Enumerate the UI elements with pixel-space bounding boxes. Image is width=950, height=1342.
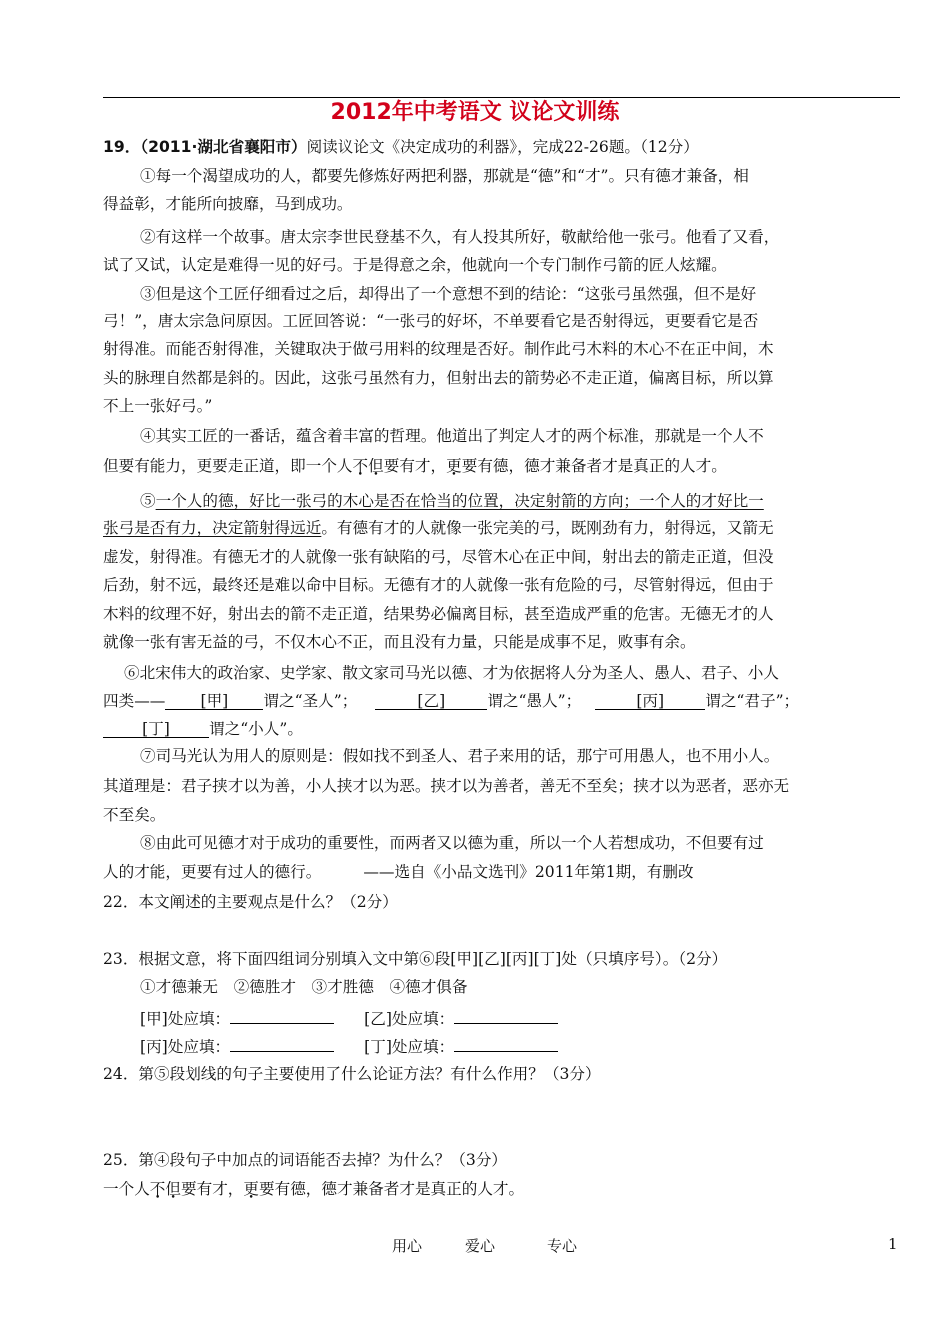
paragraph-3-line-3: 射得准。而能否射得准，关键取决于做弓用料的纹理是否好。制作此弓木料的木心不在正中间，木 (103, 340, 774, 358)
paragraph-7-line-1: ⑦司马光认为用人的原则是：假如找不到圣人、君子来用的话，那宁可用愚人，也不用小人。 (140, 747, 780, 765)
answer-blank-ding[interactable] (454, 1035, 558, 1052)
fill-label-jia: [甲]处应填： (140, 1010, 231, 1028)
text-segment: 谓之“愚人”； (487, 692, 582, 710)
emphasis-dot-word: 但 (368, 457, 384, 475)
question-23-fill-row-2 (140, 1035, 940, 1057)
text-segment: 要有德，德才兼备者才是真正的人才。 (461, 457, 727, 475)
text-segment: 谓之“小人”。 (209, 720, 303, 738)
text-segment: 人的才能，更要有过人的德行。 (103, 863, 322, 881)
paragraph-6-line-1: ⑥北宋伟大的政治家、史学家、散文家司马光以德、才为依据将人分为圣人、愚人、君子、小人 (124, 664, 779, 682)
paragraph-5-line-1 (140, 491, 940, 511)
answer-blank-yi[interactable] (454, 1007, 558, 1024)
emphasis-dot-word: 不 (352, 457, 369, 475)
paragraph-7-line-2: 其道理是：君子挟才以为善，小人挟才以为恶。挟才以为善者，善无不至矣；挟才以为恶者，恶亦无 (103, 777, 790, 795)
blank-yi: [乙] (375, 691, 487, 710)
paragraph-6-line-3 (103, 719, 903, 739)
emphasis-dot-word: 更 (446, 457, 462, 475)
paragraph-7-line-3: 不至矣。 (103, 806, 166, 824)
page-title: 2012年中考语文 议论文训练 (330, 100, 620, 125)
paragraph-5-line-3: 虚发，射得准。有德无才的人就像一张有缺陷的弓，尽管木心在正中间，射出去的箭走正道，但没 (103, 548, 774, 566)
paragraph-number: ⑤ (140, 492, 156, 510)
text-segment: 四类—— (103, 692, 166, 710)
footer-slogan-3: 专心 (547, 1237, 578, 1255)
paragraph-6-line-2 (103, 691, 903, 711)
emphasis-dot-word: 不 (149, 1180, 166, 1198)
footer-slogan-1: 用心 (392, 1237, 423, 1255)
paragraph-5-line-4: 后劲，射不远，最终还是难以命中目标。无德有才的人就像一张有危险的弓，尽管射得远，但由于 (103, 576, 774, 594)
question-source: （2011·湖北省襄阳市） (140, 138, 307, 156)
paragraph-2-line-2: 试了又试，认定是难得一见的好弓。于是得意之余，他就向一个专门制作弓箭的匠人炫耀。 (103, 256, 727, 274)
text-segment: 一个人 (103, 1180, 150, 1198)
text-segment: 要有德，德才兼备者才是真正的人才。 (259, 1180, 525, 1198)
paragraph-3-line-1: ③但是这个工匠仔细看过之后，却得出了一个意想不到的结论：“这张弓虽然强，但不是好 (140, 285, 757, 303)
question-23-fill-row-1 (140, 1007, 940, 1029)
question-prompt: 阅读议论文《决定成功的利器》，完成22-26题。（12分） (306, 138, 699, 156)
text-segment: 要有才， (181, 1180, 244, 1198)
question-number: 19． (103, 138, 141, 156)
question-19-header (103, 137, 903, 157)
header-rule (103, 97, 900, 98)
paragraph-3-line-4: 头的脉理自然都是斜的。因此，这张弓虽然有力，但射出去的箭势必不走正道，偏离目标，所以算 (103, 369, 774, 387)
blank-ding: [丁] (103, 719, 209, 738)
paragraph-8-line-2 (103, 862, 903, 882)
emphasis-dot-word: 更 (243, 1180, 260, 1198)
answer-blank-bing[interactable] (230, 1035, 334, 1052)
fill-label-yi: [乙]处应填： (364, 1010, 455, 1028)
question-23: 23．根据文意，将下面四组词分别填入文中第⑥段[甲][乙][丙][丁]处（只填序号）。（2分） (103, 950, 728, 968)
fill-label-bing: [丙]处应填： (140, 1038, 231, 1056)
underlined-sentence: 一个人的德，好比一张弓的木心是否在恰当的位置，决定射箭的方向；一个人的才好比一 (155, 492, 764, 510)
text-segment: 谓之“圣人”； (263, 692, 358, 710)
paragraph-5-line-2 (103, 518, 903, 538)
paragraph-5-line-6: 就像一张有害无益的弓，不仅木心不正，而且没有力量，只能是成事不足，败事有余。 (103, 633, 696, 651)
text-segment: 要有才， (383, 457, 447, 475)
question-22: 22．本文阐述的主要观点是什么？（2分） (103, 893, 398, 911)
text-segment: 谓之“君子”； (705, 692, 800, 710)
paragraph-2-line-1: ②有这样一个故事。唐太宗李世民登基不久，有人投其所好，敬献给他一张弓。他看了又看， (140, 228, 780, 246)
paragraph-3-line-5: 不上一张好弓。” (103, 397, 213, 415)
article-source: ——选自《小品文选刊》2011年第1期，有删改 (363, 863, 694, 881)
question-25-quote (103, 1179, 903, 1199)
paragraph-3-line-2: 弓！”，唐太宗急问原因。工匠回答说：“一张弓的好坏，不单要看它是否射得远，更要看它是否 (103, 312, 759, 330)
question-25: 25．第④段句子中加点的词语能否去掉？为什么？（3分） (103, 1151, 508, 1169)
paragraph-8-line-1: ⑧由此可见德才对于成功的重要性，而两者又以德为重，所以一个人若想成功，不但要有过 (140, 834, 764, 852)
paragraph-4-line-2 (103, 456, 903, 476)
question-24: 24．第⑤段划线的句子主要使用了什么论证方法？有什么作用？（3分） (103, 1065, 601, 1083)
paragraph-1-line-1: ①每一个渴望成功的人，都要先修炼好两把利器，那就是“德”和“才”。只有德才兼备，相 (140, 167, 749, 185)
blank-jia: [甲] (165, 691, 263, 710)
question-23-options: ①才德兼无 ②德胜才 ③才胜德 ④德才俱备 (140, 978, 468, 996)
underlined-sentence: 张弓是否有力，决定箭射得远近 (103, 519, 322, 537)
footer-slogan-2: 爱心 (465, 1237, 496, 1255)
answer-blank-jia[interactable] (230, 1007, 334, 1024)
paragraph-4-line-1: ④其实工匠的一番话，蕴含着丰富的哲理。他道出了判定人才的两个标准，那就是一个人不 (140, 427, 764, 445)
emphasis-dot-word: 但 (165, 1180, 182, 1198)
text-segment: 但要有能力，更要走正道，即一个人 (103, 457, 353, 475)
text-segment: 。有德有才的人就像一张完美的弓，既刚劲有力，射得远，又箭无 (321, 519, 774, 537)
fill-label-ding: [丁]处应填： (364, 1038, 455, 1056)
paragraph-1-line-2: 得益彰，才能所向披靡，马到成功。 (103, 195, 353, 213)
paragraph-5-line-5: 木料的纹理不好，射出去的箭不走正道，结果势必偏离目标，甚至造成严重的危害。无德无才的人 (103, 605, 774, 623)
page-number: 1 (888, 1235, 898, 1253)
blank-bing: [丙] (595, 691, 705, 710)
